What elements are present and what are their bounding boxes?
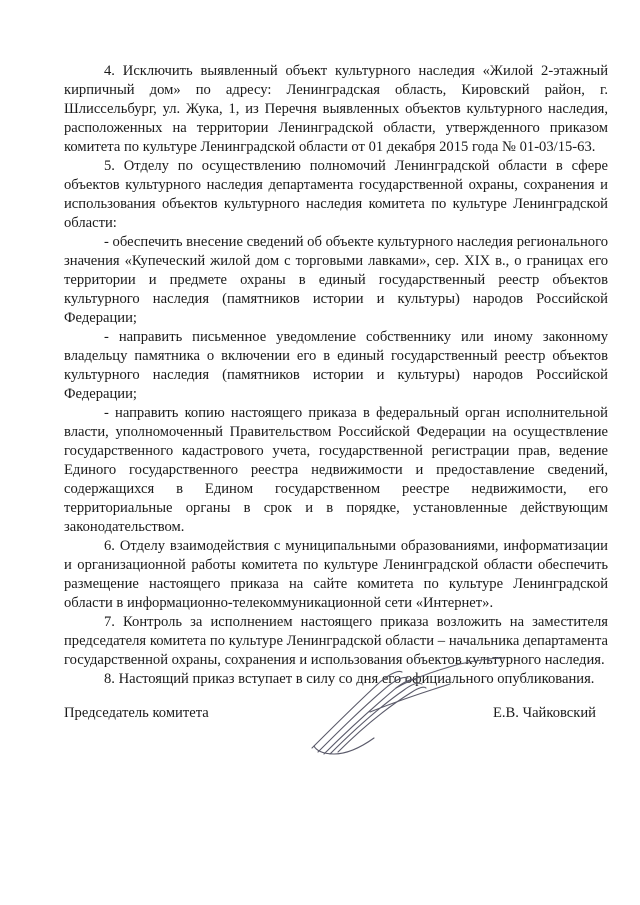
signature-block	[64, 704, 608, 728]
paragraph-item-7: 7. Контроль за исполнением настоящего приказа возложить на заместителя председателя комитета по культуре Ленинградской области – начальника департамента государственной охраны, сохранения и использования объектов культурного наследия.	[64, 614, 608, 668]
paragraph-subitem-register: - обеспечить внесение сведений об объекте культурного наследия регионального значения «Купеческий жилой дом с торговыми лавками», сер. XIX в., о границах его территории и предмете охраны в единый государственный реестр объектов культурного наследия (памятников истории и культуры) народов Российской Федерации;	[64, 234, 608, 326]
paragraph-subitem-send-copy: - направить копию настоящего приказа в федеральный орган исполнительной власти, уполномоченный Правительством Российской Федерации на осуществление государственного кадастрового учета, государственной регистрации прав, ведение Единого государственного реестра недвижимости и предоставление сведений, содержащихся в Едином государственном реестре недвижимости, его территориальные органы в срок и в порядке, установленные действующим законодательством.	[64, 405, 608, 535]
paragraph-item-4: 4. Исключить выявленный объект культурного наследия «Жилой 2-этажный кирпичный дом» по адресу: Ленинградская область, Кировский район, г. Шлиссельбург, ул. Жука, 1, из Перечня выявленных объектов культурного наследия, расположенных на территории Ленинградской области, утвержденного приказом комитета по культуре Ленинградской области от 01 декабря 2015 года № 01-03/15-63.	[64, 63, 608, 155]
signatory-name: Е.В. Чайковский	[492, 705, 596, 721]
paragraph-item-8: 8. Настоящий приказ вступает в силу со дня его официального опубликования.	[104, 671, 595, 687]
paragraph-item-6: 6. Отделу взаимодействия с муниципальными образованиями, информатизации и организационной работы комитета по культуре Ленинградской области обеспечить размещение настоящего приказа на сайте комитета по культуре Ленинградской области в информационно-телекоммуникационной сети «Интернет».	[64, 538, 608, 611]
paragraph-item-5: 5. Отделу по осуществлению полномочий Ленинградской области в сфере объектов культурного наследия департамента государственной охраны, сохранения и использования объектов культурного наследия комитета по культуре Ленинградской области:	[64, 158, 608, 231]
paragraph-subitem-notify-owner: - направить письменное уведомление собственнику или иному законному владельцу памятника о включении его в единый государственный реестр объектов культурного наследия (памятников истории и культуры) народов Российской Федерации;	[64, 329, 608, 402]
signatory-title: Председатель комитета	[64, 705, 209, 721]
document-body	[64, 62, 608, 689]
